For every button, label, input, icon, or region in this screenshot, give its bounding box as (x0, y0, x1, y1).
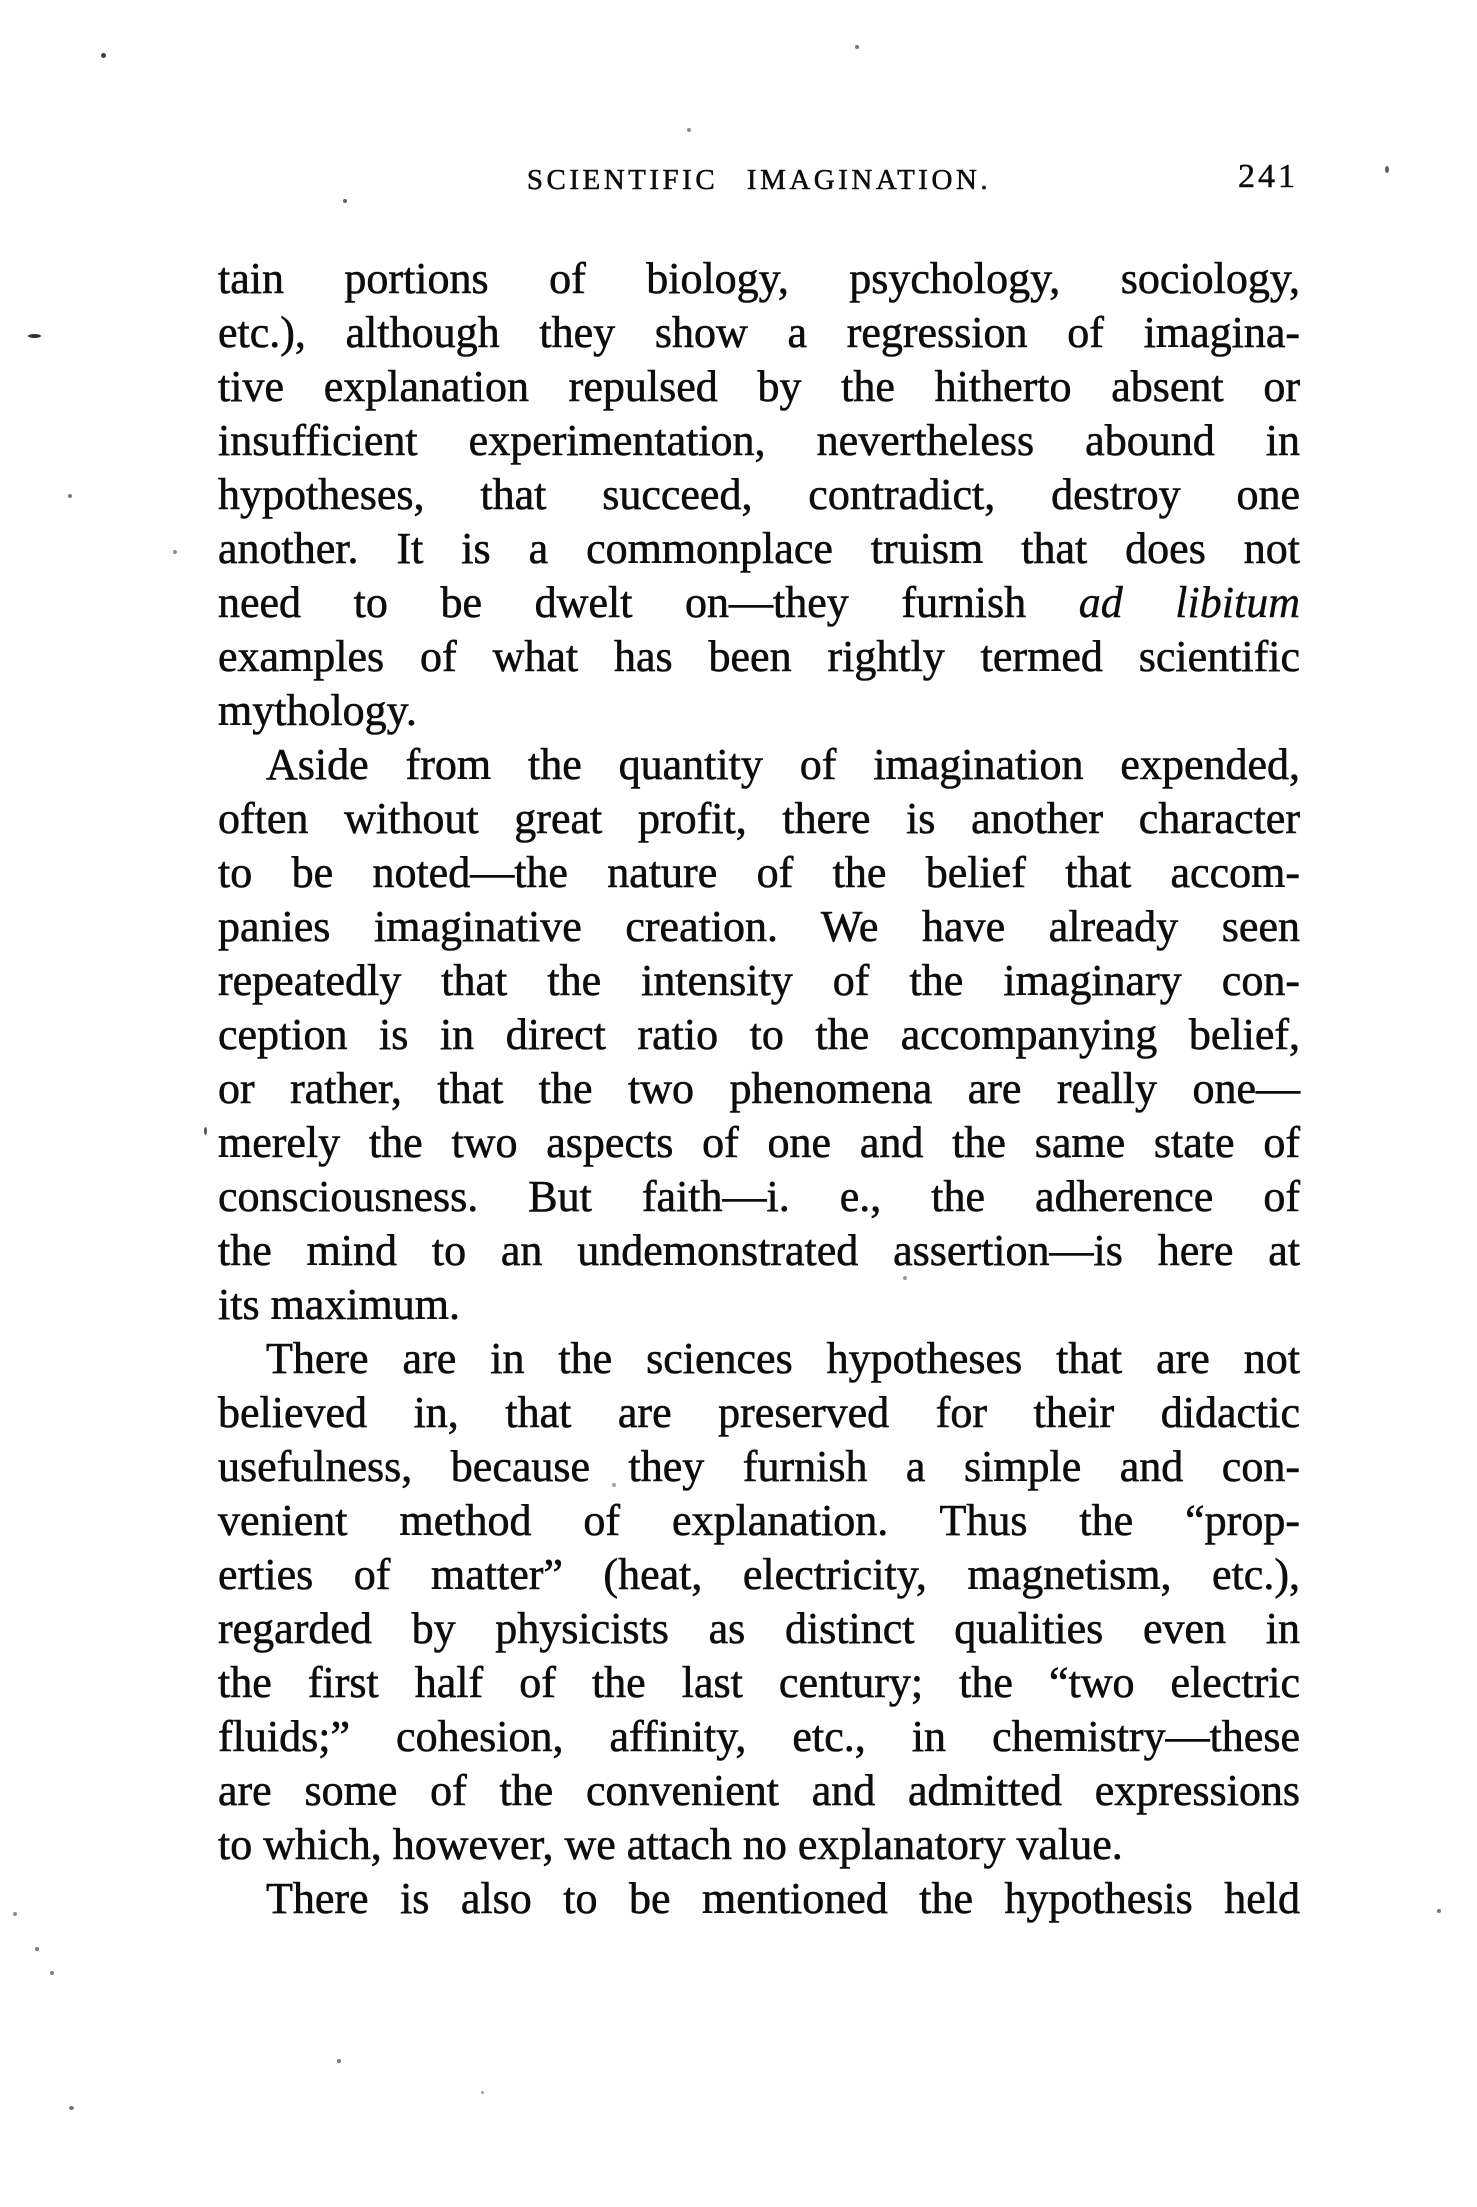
text-line (218, 1872, 1300, 1926)
text-segment: ception is in direct ratio to the accompanying belief, (218, 1010, 1300, 1059)
body-text (218, 252, 1300, 1926)
paragraph (218, 252, 1300, 738)
text-line (218, 1224, 1300, 1278)
scan-speckle (1385, 166, 1389, 173)
scan-speckle (173, 550, 177, 554)
text-line (218, 576, 1300, 630)
text-segment: venient method of explanation. Thus the “prop- (218, 1496, 1300, 1545)
text-segment: merely the two aspects of one and the same state of (218, 1118, 1300, 1167)
scan-speckle (68, 494, 72, 498)
text-segment: insufficient experimentation, nevertheless abound in (218, 416, 1300, 465)
text-line (218, 306, 1300, 360)
text-line (218, 1764, 1300, 1818)
text-segment: etc.), although they show a regression of imagina- (218, 308, 1300, 357)
text-segment: need to be dwelt on—they furnish (218, 578, 1079, 627)
text-segment: consciousness. But faith—i. e., the adherence of (218, 1172, 1300, 1221)
text-segment: its maximum. (218, 1280, 460, 1329)
paragraph (218, 1332, 1300, 1872)
text-segment: the first half of the last century; the “two electric (218, 1658, 1300, 1707)
text-segment: to be noted—the nature of the belief that accom- (218, 848, 1300, 897)
scan-speckle (13, 1912, 17, 1916)
text-line (218, 468, 1300, 522)
text-line (218, 1710, 1300, 1764)
scan-speckle (69, 2106, 74, 2110)
text-segment: usefulness, because they furnish a simple and con- (218, 1442, 1300, 1491)
paragraph (218, 738, 1300, 1332)
text-segment: the mind to an undemonstrated assertion—is here at (218, 1226, 1300, 1275)
text-segment: fluids;” cohesion, affinity, etc., in chemistry—these (218, 1712, 1300, 1761)
text-segment: erties of matter” (heat, electricity, magnetism, etc.), (218, 1550, 1300, 1599)
text-segment: hypotheses, that succeed, contradict, destroy one (218, 470, 1300, 519)
text-line (218, 954, 1300, 1008)
text-line (218, 1386, 1300, 1440)
text-line (218, 1656, 1300, 1710)
text-segment: tive explanation repulsed by the hitherto absent or (218, 362, 1300, 411)
paragraph (218, 1872, 1300, 1926)
text-segment: believed in, that are preserved for their didactic (218, 1388, 1300, 1437)
text-line (218, 1818, 1300, 1872)
text-line (218, 1062, 1300, 1116)
text-segment: another. It is a commonplace truism that does not (218, 524, 1300, 573)
text-line (218, 1278, 1300, 1332)
text-line (218, 1548, 1300, 1602)
scan-speckle (343, 199, 347, 203)
text-segment: or rather, that the two phenomena are really one— (218, 1064, 1300, 1113)
scan-speckle (481, 2091, 484, 2094)
text-line (218, 630, 1300, 684)
scan-speckle (101, 53, 106, 58)
scan-speckle (903, 1276, 907, 1280)
italic-phrase: ad libitum (1078, 578, 1300, 627)
text-segment: repeatedly that the intensity of the imaginary con- (218, 956, 1300, 1005)
text-line (218, 846, 1300, 900)
page-number: 241 (1238, 158, 1298, 195)
scan-speckle (612, 1483, 616, 1487)
text-line (218, 792, 1300, 846)
scan-speckle (35, 1947, 39, 1951)
scan-speckle (1437, 1909, 1441, 1913)
text-segment: mythology. (218, 686, 417, 735)
text-line (218, 1170, 1300, 1224)
text-segment: panies imaginative creation. We have already seen (218, 902, 1300, 951)
scan-speckle (204, 1127, 207, 1135)
text-line (218, 1494, 1300, 1548)
text-segment: There is also to be mentioned the hypothesis held (266, 1874, 1300, 1923)
text-segment: to which, however, we attach no explanatory value. (218, 1820, 1123, 1869)
text-segment: often without great profit, there is another character (218, 794, 1300, 843)
page-header (218, 158, 1300, 202)
text-line (218, 900, 1300, 954)
text-segment: Aside from the quantity of imagination expended, (266, 740, 1300, 789)
text-line (218, 1332, 1300, 1386)
text-line (218, 738, 1300, 792)
scan-speckle (855, 45, 859, 49)
text-line (218, 360, 1300, 414)
text-line (218, 1440, 1300, 1494)
running-title: SCIENTIFIC IMAGINATION. (526, 164, 992, 196)
scan-speckle (50, 1971, 54, 1975)
text-line (218, 1008, 1300, 1062)
scan-speckle (337, 2059, 341, 2063)
text-line (218, 522, 1300, 576)
text-segment: are some of the convenient and admitted expressions (218, 1766, 1300, 1815)
text-segment: examples of what has been rightly termed scientific (218, 632, 1300, 681)
text-segment: tain portions of biology, psychology, sociology, (218, 254, 1300, 303)
text-line (218, 684, 1300, 738)
text-line (218, 414, 1300, 468)
text-segment: regarded by physicists as distinct qualities even in (218, 1604, 1300, 1653)
text-segment: There are in the sciences hypotheses that are not (266, 1334, 1300, 1383)
scan-speckle (28, 334, 41, 338)
text-line (218, 1116, 1300, 1170)
text-line (218, 252, 1300, 306)
scan-speckle (687, 128, 691, 132)
text-line (218, 1602, 1300, 1656)
